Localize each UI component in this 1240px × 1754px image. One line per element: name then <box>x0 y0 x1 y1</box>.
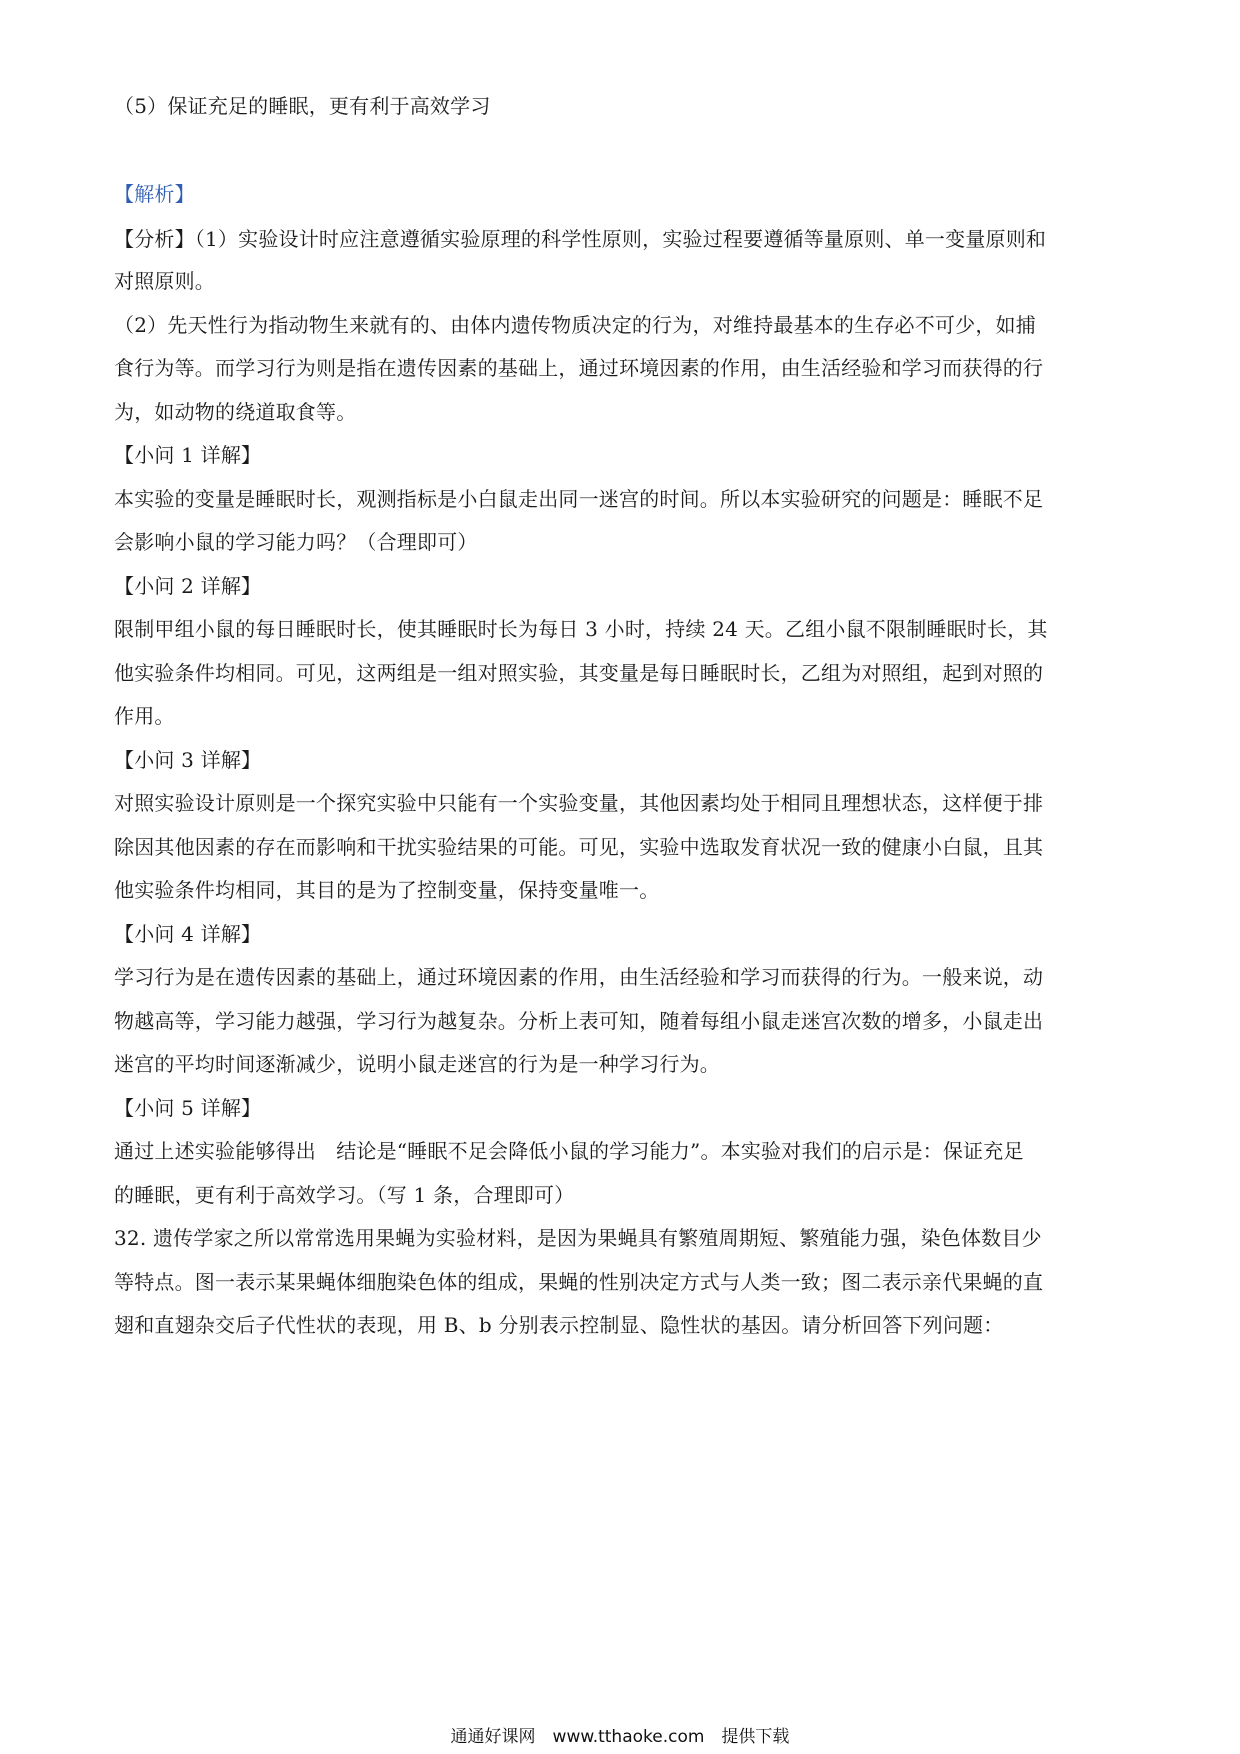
question-line: 等特点。图一表示某果蝇体细胞染色体的组成，果蝇的性别决定方式与人类一致；图二表示亲代果蝇的直 <box>114 1270 1044 1294</box>
subquestion-line: 会影响小鼠的学习能力吗？（合理即可） <box>114 530 478 554</box>
analysis-line: 食行为等。而学习行为则是指在遗传因素的基础上，通过环境因素的作用，由生活经验和学习而获得的行 <box>114 356 1044 380</box>
question-line: 翅和直翅杂交后子代性状的表现，用 B、b 分别表示控制显、隐性状的基因。请分析回答下列问题： <box>114 1313 1004 1337</box>
subquestion-title: 【小问 3 详解】 <box>114 748 262 772</box>
subquestion-line: 物越高等，学习能力越强，学习行为越复杂。分析上表可知，随着每组小鼠走迷宫次数的增多，小鼠走出 <box>114 1009 1044 1033</box>
subquestion-line: 除因其他因素的存在而影响和干扰实验结果的可能。可见，实验中选取发育状况一致的健康小白鼠，且其 <box>114 835 1044 859</box>
subquestion-line: 学习行为是在遗传因素的基础上，通过环境因素的作用，由生活经验和学习而获得的行为。一般来说，动 <box>114 965 1044 989</box>
subquestion-title: 【小问 2 详解】 <box>114 574 262 598</box>
subquestion-line: 本实验的变量是睡眠时长，观测指标是小白鼠走出同一迷宫的时间。所以本实验研究的问题是：睡眠不足 <box>114 487 1044 511</box>
analysis-line: 对照原则。 <box>114 269 215 293</box>
analysis-heading: 【解析】 <box>114 182 195 206</box>
subquestion-line: 通过上述实验能够得出 结论是“睡眠不足会降低小鼠的学习能力”。本实验对我们的启示是：保证充足 <box>114 1139 1024 1163</box>
analysis-line: （2）先天性行为指动物生来就有的、由体内遗传物质决定的行为，对维持最基本的生存必不可少，如捕 <box>114 313 1036 337</box>
subquestion-line: 限制甲组小鼠的每日睡眠时长，使其睡眠时长为每日 3 小时，持续 24 天。乙组小鼠不限制睡眠时长，其 <box>114 617 1048 641</box>
analysis-line: 【分析】（1）实验设计时应注意遵循实验原理的科学性原则，实验过程要遵循等量原则、单一变量原则和 <box>114 227 1047 251</box>
answer-5: （5）保证充足的睡眠，更有利于高效学习 <box>114 94 491 118</box>
subquestion-title: 【小问 4 详解】 <box>114 922 262 946</box>
subquestion-title: 【小问 1 详解】 <box>114 443 262 467</box>
subquestion-line: 他实验条件均相同。可见，这两组是一组对照实验，其变量是每日睡眠时长，乙组为对照组，起到对照的 <box>114 661 1044 685</box>
subquestion-line: 他实验条件均相同，其目的是为了控制变量，保持变量唯一。 <box>114 878 660 902</box>
subquestion-line: 作用。 <box>114 704 175 728</box>
subquestion-line: 对照实验设计原则是一个探究实验中只能有一个实验变量，其他因素均处于相同且理想状态，这样便于排 <box>114 791 1044 815</box>
subquestion-line: 的睡眠，更有利于高效学习。（写 1 条，合理即可） <box>114 1183 575 1207</box>
analysis-line: 为，如动物的绕道取食等。 <box>114 400 357 424</box>
page-footer: 通通好课网 www.tthaoke.com 提供下载 <box>450 1727 790 1747</box>
subquestion-title: 【小问 5 详解】 <box>114 1096 262 1120</box>
question-line: 32. 遗传学家之所以常常选用果蝇为实验材料，是因为果蝇具有繁殖周期短、繁殖能力强，染色体数目少 <box>114 1226 1042 1250</box>
subquestion-line: 迷宫的平均时间逐渐减少，说明小鼠走迷宫的行为是一种学习行为。 <box>114 1052 720 1076</box>
